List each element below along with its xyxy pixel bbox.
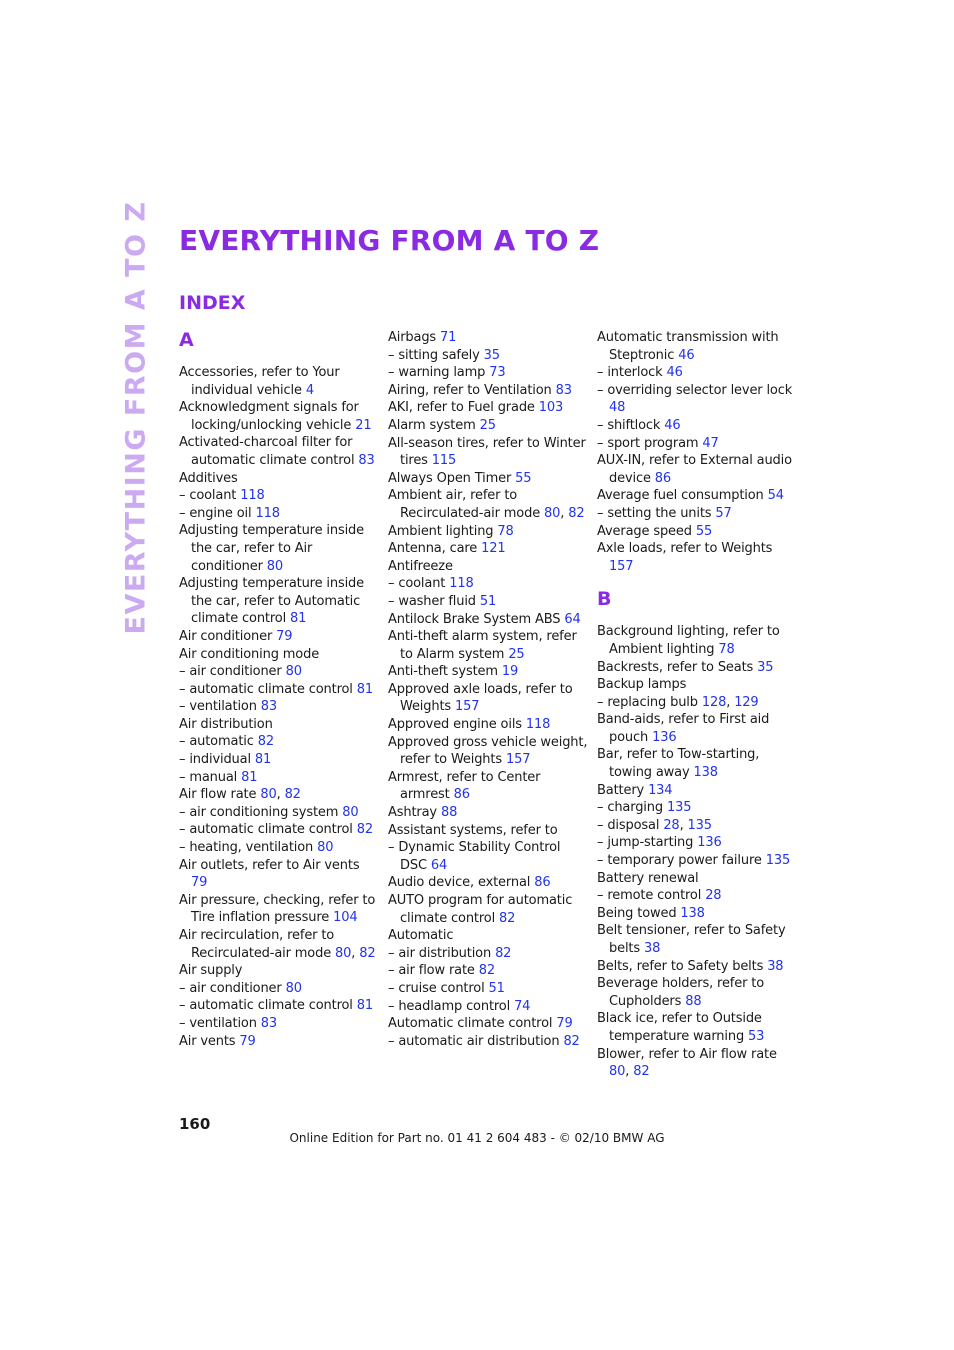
page-link[interactable]: 138 <box>680 905 705 921</box>
index-entry <box>388 1033 588 1051</box>
page-link[interactable]: 79 <box>556 1016 573 1032</box>
index-entry-text: – setting the units <box>597 505 712 521</box>
index-entry <box>388 382 588 400</box>
index-entry <box>179 505 379 523</box>
index-entry <box>597 887 797 905</box>
index-entry-text: – ventilation <box>179 1015 257 1031</box>
page-link[interactable]: 57 <box>715 505 732 521</box>
index-entry-text: AUX-IN, refer to External audio device <box>597 453 792 486</box>
index-entry-text: Axle loads, refer to Weights <box>597 541 773 557</box>
page-link[interactable]: 115 <box>431 453 457 469</box>
page-link[interactable]: 35 <box>483 347 500 363</box>
index-entry <box>597 523 797 541</box>
index-entry: Blower, refer to Air flow rate 80, 82 <box>597 1046 777 1080</box>
page-link[interactable]: 118 <box>240 488 265 504</box>
index-entry: Air recirculation, refer to Recirculated-air mode 80, 82 <box>179 928 376 961</box>
index-entry-text: – coolant <box>388 576 446 592</box>
page-link[interactable]: 136 <box>652 729 677 745</box>
index-entry-text: Air conditioning mode <box>179 646 320 662</box>
page-link[interactable]: 80 <box>285 980 302 996</box>
index-entry-text: Anti-theft system <box>388 664 498 680</box>
page-link[interactable]: 134 <box>648 782 673 798</box>
index-entry-text: – air distribution <box>388 945 492 961</box>
index-entry <box>597 958 797 976</box>
index-entry-text: Backrests, refer to Seats <box>597 659 754 675</box>
index-entry-text: Air supply <box>179 963 243 979</box>
index-entry <box>179 434 379 469</box>
index-entry-text: – sport program <box>597 435 699 451</box>
index-entry-text: Being towed <box>597 905 677 921</box>
index-entry <box>388 998 588 1016</box>
index-entry-text: AUTO program for automatic climate control <box>388 893 573 926</box>
index-entry-text: – automatic climate control <box>179 681 353 697</box>
index-entry-text: Band-aids, refer to First aid pouch <box>597 712 770 745</box>
index-entry <box>597 782 797 800</box>
index-entry-text: Air distribution <box>179 716 273 732</box>
index-entry <box>388 364 588 382</box>
page-link[interactable]: 86 <box>453 787 470 803</box>
index-entry-text: Alarm system <box>388 417 476 433</box>
index-entry <box>388 1015 588 1033</box>
index-entry <box>179 1033 379 1051</box>
page-link[interactable]: 82 <box>478 963 495 979</box>
page-link[interactable]: 51 <box>488 980 505 996</box>
index-entry <box>388 769 588 804</box>
index-entry <box>388 892 588 927</box>
page-link[interactable]: 73 <box>489 365 506 381</box>
page-link[interactable]: 78 <box>497 523 514 539</box>
index-entry <box>597 1010 797 1045</box>
page-link[interactable]: 157 <box>455 699 480 715</box>
index-entry <box>597 487 797 505</box>
index-entry <box>179 733 379 751</box>
page-link[interactable]: 79 <box>276 628 293 644</box>
index-entry <box>179 364 379 399</box>
index-entry-text: Additives <box>179 470 238 486</box>
index-entry <box>597 975 797 1010</box>
page-link[interactable]: 19 <box>501 664 519 680</box>
page-link[interactable]: 88 <box>685 993 702 1009</box>
index-entry <box>179 646 379 664</box>
page-link[interactable]: 81 <box>356 681 373 697</box>
page-link[interactable]: 80 <box>544 505 561 521</box>
index-entry <box>388 435 588 470</box>
page-link[interactable]: 86 <box>534 875 551 891</box>
page-link[interactable]: 80 <box>266 558 284 574</box>
index-entry-text: Airing, refer to Ventilation <box>388 382 552 398</box>
index-entry <box>388 962 588 980</box>
index-entry-text: – sitting safely <box>388 347 480 363</box>
index-entry <box>597 905 797 923</box>
page-link[interactable]: 53 <box>748 1028 765 1044</box>
index-entry-text: – shiftlock <box>597 417 661 433</box>
index-entry-text: Ambient air, refer to Recirculated-air mode <box>388 488 541 521</box>
index-entry <box>597 711 797 746</box>
index-entry-text: – headlamp control <box>388 998 511 1014</box>
index-entry <box>388 347 588 365</box>
page-link[interactable]: 21 <box>355 417 372 433</box>
index-entry-text: – warning lamp <box>388 365 486 381</box>
index-entry-text: – jump-starting <box>597 835 694 851</box>
index-entry-text: – automatic climate control <box>179 822 353 838</box>
index-entry-text: Antenna, care <box>388 541 478 557</box>
index-entry <box>597 329 797 364</box>
index-entry-text: – temporary power failure <box>597 853 762 869</box>
page-link[interactable]: 79 <box>191 875 208 891</box>
page-link[interactable]: 80 <box>335 945 352 961</box>
page-link[interactable]: 121 <box>481 541 506 557</box>
page-link[interactable]: 80 <box>609 1064 626 1080</box>
side-tab-label: EVERYTHING FROM A TO Z <box>120 200 152 634</box>
page-link[interactable]: 82 <box>359 945 376 961</box>
index-entry-text: Antilock Brake System ABS <box>388 611 561 627</box>
index-entry <box>597 435 797 453</box>
page-link[interactable]: 28 <box>663 817 680 833</box>
index-entry-text: Air outlets, refer to Air vents <box>179 857 360 873</box>
index-entry <box>179 663 379 681</box>
index-entry <box>388 417 588 435</box>
index-entry-text: Assistant systems, refer to <box>388 822 558 838</box>
index-entry-text: – coolant <box>179 488 237 504</box>
index-entry-text: Battery <box>597 782 645 798</box>
page-link[interactable]: 128 <box>701 694 727 710</box>
index-entry <box>388 716 588 734</box>
index-entry <box>179 698 379 716</box>
page-link[interactable]: 55 <box>515 470 532 486</box>
page-link[interactable]: 82 <box>563 1033 580 1049</box>
index-entry: – disposal 28, 135 <box>597 817 712 833</box>
index-entry-text: Armrest, refer to Center armrest <box>388 769 541 803</box>
page-link[interactable]: 46 <box>666 365 683 381</box>
index-entry <box>388 874 588 892</box>
index-entry-text: – interlock <box>597 365 663 381</box>
index-entry <box>388 593 588 611</box>
index-entry <box>179 470 379 488</box>
page-link[interactable]: 83 <box>555 382 572 398</box>
page-link[interactable]: 81 <box>290 611 307 627</box>
index-entry-text: Air recirculation, refer to Recirculated-air mode <box>179 928 335 961</box>
index-entry-text: Activated-charcoal filter for automatic climate control <box>179 435 355 468</box>
index-entry-text: – ventilation <box>179 699 257 715</box>
index-entry-text: Approved axle loads, refer to Weights <box>388 681 573 715</box>
page-link[interactable]: 35 <box>757 659 774 675</box>
index-entry <box>388 575 588 593</box>
index-entry <box>179 716 379 734</box>
index-entry-text: Beverage holders, refer to Cupholders <box>597 976 764 1009</box>
index-entry <box>179 487 379 505</box>
index-entry <box>388 558 588 576</box>
index-entry-text: – air conditioning system <box>179 804 339 820</box>
index-entry <box>597 834 797 852</box>
index-entry <box>597 364 797 382</box>
index-entry <box>388 663 588 681</box>
index-entry <box>179 804 379 822</box>
index-entry <box>597 452 797 487</box>
index-entry-text: Black ice, refer to Outside temperature warning <box>597 1011 762 1044</box>
page-link[interactable]: 88 <box>440 805 458 821</box>
page-link[interactable]: 81 <box>241 769 258 785</box>
page-link[interactable]: 54 <box>767 488 784 504</box>
index-entry <box>597 505 797 523</box>
page-link[interactable]: 80 <box>342 804 359 820</box>
index-entry-text: Air vents <box>179 1033 236 1049</box>
index-entry-text: – air flow rate <box>388 963 475 979</box>
index-entry-text: Accessories, refer to Your individual vehicle <box>179 365 340 398</box>
index-entry-text: Backup lamps <box>597 677 687 693</box>
page-link[interactable]: 157 <box>609 558 634 574</box>
index-entry-text: – automatic air distribution <box>388 1033 560 1049</box>
index-entry-text: Air conditioner <box>179 628 273 644</box>
index-entry-text: – heating, ventilation <box>179 840 314 856</box>
page-link[interactable]: 78 <box>718 641 735 657</box>
index-entry-text: – replacing bulb <box>597 694 698 710</box>
page-link[interactable]: 38 <box>767 958 784 974</box>
index-entry-text: Audio device, external <box>388 875 531 891</box>
page-link[interactable]: 47 <box>702 435 719 451</box>
page-link[interactable]: 83 <box>260 699 278 715</box>
index-entry-text: Always Open Timer <box>388 470 512 486</box>
index-entry-text: – remote control <box>597 888 702 904</box>
index-entry <box>179 751 379 769</box>
page-link[interactable]: 38 <box>643 941 661 956</box>
page-link[interactable]: 136 <box>697 835 722 851</box>
page-link[interactable]: 118 <box>525 717 551 733</box>
index-entry-text: Bar, refer to Tow-starting, towing away <box>597 747 760 781</box>
index-entry <box>388 329 588 347</box>
page-link[interactable]: 82 <box>633 1064 650 1080</box>
index-entry <box>388 804 588 822</box>
page-link[interactable]: 74 <box>514 998 531 1014</box>
index-entry-text: Average speed <box>597 523 692 539</box>
index-entry-text: Adjusting temperature inside the car, refer to Air conditioner <box>179 523 365 574</box>
page-link[interactable]: 81 <box>356 998 373 1014</box>
index-entry <box>179 628 379 646</box>
index-entry <box>388 540 588 558</box>
index-entry-text: – cruise control <box>388 980 485 996</box>
index-entry <box>597 676 797 694</box>
index-entry <box>179 1015 379 1033</box>
page-link[interactable]: 129 <box>734 694 759 710</box>
page-link[interactable]: 104 <box>333 910 358 926</box>
index-entry-text: Background lighting, refer to Ambient lighting <box>597 624 780 657</box>
index-entry <box>388 945 588 963</box>
index-entry <box>388 523 588 541</box>
page-link[interactable]: 86 <box>654 470 672 486</box>
index-entry-text: – individual <box>179 752 251 768</box>
index-entry-text: – engine oil <box>179 505 252 521</box>
index-entry-text: – automatic <box>179 734 254 750</box>
page-link[interactable]: 103 <box>538 400 564 416</box>
index-heading: INDEX <box>179 292 246 314</box>
page-link[interactable]: 82 <box>356 822 373 838</box>
index-entry-text: Automatic <box>388 928 454 944</box>
index-entry-text: Belts, refer to Safety belts <box>597 958 764 974</box>
page-link[interactable]: 82 <box>499 910 516 926</box>
page-link[interactable]: 28 <box>705 888 722 904</box>
index-entry-text: Automatic climate control <box>388 1016 553 1032</box>
page-link[interactable]: 71 <box>440 330 457 345</box>
index-entry <box>388 927 588 945</box>
index-entry <box>597 746 797 781</box>
index-entry-text: – overriding selector lever lock <box>597 382 793 398</box>
index-entry-text: Air pressure, checking, refer to Tire inflation pressure <box>179 892 376 926</box>
page-link[interactable]: 82 <box>284 787 301 803</box>
index-entry <box>179 839 379 857</box>
index-entry-text: – charging <box>597 800 663 816</box>
page-link[interactable]: 51 <box>479 593 497 609</box>
index-entry-text: Average fuel consumption <box>597 488 764 504</box>
index-entry <box>388 611 588 629</box>
index-entry-text: Ambient lighting <box>388 523 494 539</box>
side-tab <box>116 200 156 634</box>
index-entry-text: Belt tensioner, refer to Safety belts <box>597 923 786 956</box>
index-entry-text: Antifreeze <box>388 558 453 574</box>
page-link[interactable]: 55 <box>695 523 713 539</box>
index-entry-text: – washer fluid <box>388 593 476 609</box>
index-entry-text: – automatic climate control <box>179 998 353 1014</box>
index-entry <box>179 892 379 927</box>
page-link[interactable]: 83 <box>260 1015 278 1031</box>
page-link[interactable]: 118 <box>449 576 474 592</box>
page-link[interactable]: 4 <box>305 382 314 398</box>
index-entry <box>597 417 797 435</box>
index-entry-text: Battery renewal <box>597 870 699 886</box>
page-link[interactable]: 64 <box>430 857 448 873</box>
index-entry-text: Approved engine oils <box>388 717 522 733</box>
index-entry <box>179 681 379 699</box>
index-entry <box>597 540 797 575</box>
page-link[interactable]: 82 <box>495 945 512 961</box>
index-entry <box>179 575 379 628</box>
page-link[interactable]: 80 <box>317 840 334 856</box>
index-entry-text: Anti-theft alarm system, refer to Alarm system <box>388 629 577 662</box>
index-entry <box>597 852 797 870</box>
page-link[interactable]: 80 <box>260 787 277 803</box>
index-entry <box>597 870 797 888</box>
page-link[interactable]: 64 <box>564 611 581 627</box>
index-entry <box>388 980 588 998</box>
index-entry <box>388 681 588 716</box>
index-entry-text: Approved gross vehicle weight, refer to Weights <box>388 734 588 768</box>
index-column-2 <box>388 329 588 1050</box>
page-link[interactable]: 79 <box>239 1033 256 1049</box>
index-entry-text: Air flow rate <box>179 787 257 803</box>
page-link[interactable]: 138 <box>693 765 718 781</box>
page-link[interactable]: 118 <box>255 505 280 521</box>
index-entry <box>179 962 379 980</box>
index-entry-text: Blower, refer to Air flow rate <box>597 1046 777 1062</box>
index-entry-text: – disposal <box>597 817 660 833</box>
index-entry: Ambient air, refer to Recirculated-air mode 80, 82 <box>388 488 585 521</box>
index-entry-text: AKI, refer to Fuel grade <box>388 400 535 416</box>
page-link[interactable]: 48 <box>609 400 626 416</box>
index-column-1 <box>179 329 379 1050</box>
index-entry <box>388 839 588 874</box>
index-entry <box>179 857 379 892</box>
index-entry: – replacing bulb 128, 129 <box>597 694 759 710</box>
page-link[interactable]: 80 <box>285 664 302 680</box>
footer-edition: Online Edition for Part no. 01 41 2 604 483 - © 02/10 BMW AG <box>289 1131 665 1145</box>
index-entry-text: Airbags <box>388 330 437 345</box>
page-link[interactable]: 46 <box>678 347 695 363</box>
index-entry-text: – manual <box>179 769 238 785</box>
index-entry: Air flow rate 80, 82 <box>179 787 301 803</box>
page-link[interactable]: 82 <box>568 505 585 521</box>
index-entry <box>388 822 588 840</box>
index-entry <box>597 623 797 658</box>
index-entry <box>179 997 379 1015</box>
index-entry <box>597 382 797 417</box>
index-entry <box>179 769 379 787</box>
page-link[interactable]: 25 <box>479 417 496 433</box>
page-title: EVERYTHING FROM A TO Z <box>179 224 600 257</box>
index-letter: A <box>179 329 194 351</box>
index-entry <box>597 659 797 677</box>
index-entry <box>388 470 588 488</box>
index-entry <box>179 522 379 575</box>
index-entry-text: Automatic transmission with Steptronic <box>597 330 779 363</box>
page-link[interactable]: 81 <box>254 752 272 768</box>
page-link[interactable]: 157 <box>505 752 531 768</box>
index-entry <box>179 399 379 434</box>
index-entry <box>597 799 797 817</box>
index-entry-text: – Dynamic Stability Control DSC <box>388 840 561 873</box>
page-link[interactable]: 46 <box>664 417 681 433</box>
index-entry <box>597 922 797 957</box>
index-entry-text: – air conditioner <box>179 980 282 996</box>
index-entry <box>388 628 588 663</box>
page-link[interactable]: 135 <box>666 800 692 816</box>
page-link[interactable]: 135 <box>765 853 791 869</box>
page-number: 160 <box>179 1115 211 1133</box>
index-entry <box>388 734 588 769</box>
index-entry <box>179 821 379 839</box>
index-entry <box>179 980 379 998</box>
index-entry-text: Ashtray <box>388 805 437 821</box>
page-link[interactable]: 83 <box>358 452 375 468</box>
index-entry-text: Acknowledgment signals for locking/unlocking vehicle <box>179 400 359 433</box>
index-column-3 <box>597 329 797 1081</box>
page-link[interactable]: 135 <box>687 817 712 833</box>
index-entry <box>388 399 588 417</box>
index-entry-text: Adjusting temperature inside the car, refer to Automatic climate control <box>179 576 365 627</box>
page-link[interactable]: 82 <box>257 734 274 750</box>
index-letter: B <box>597 588 612 611</box>
index-entry-text: All-season tires, refer to Winter tires <box>388 435 586 469</box>
index-entry-text: – air conditioner <box>179 664 282 680</box>
page-link[interactable]: 25 <box>508 646 525 662</box>
